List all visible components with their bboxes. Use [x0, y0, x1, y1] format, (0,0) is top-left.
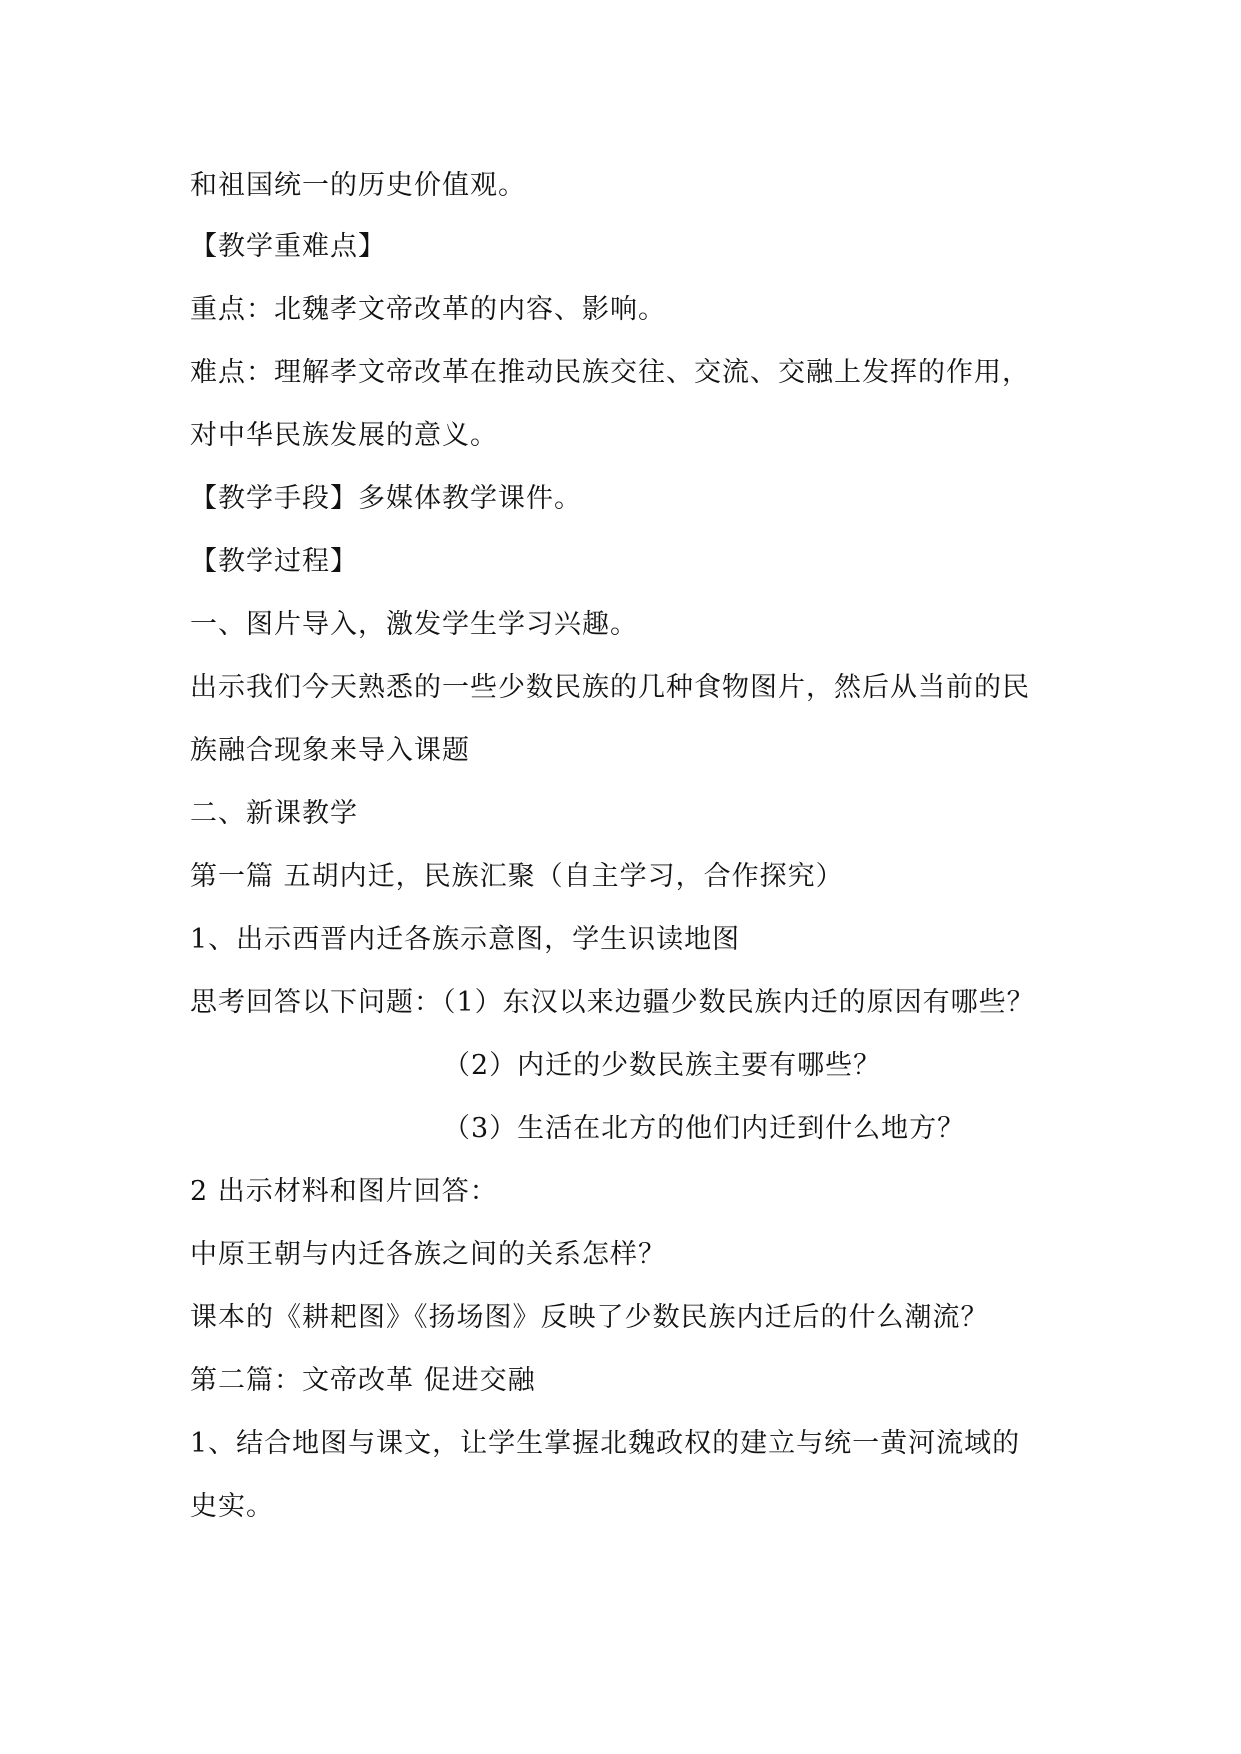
text-line-relations: 中原王朝与内迁各族之间的关系怎样？: [190, 1239, 666, 1270]
text-line-difficult-point-cont: 对中华民族发展的意义。: [190, 420, 498, 451]
text-line-northern-wei-cont: 史实。: [190, 1491, 274, 1522]
text-line-intro: 出示我们今天熟悉的一些少数民族的几种食物图片，然后从当前的民: [190, 672, 1030, 703]
text-line-values: 和祖国统一的历史价值观。: [190, 170, 526, 201]
heading-key-difficult-points: 【教学重难点】: [190, 231, 386, 262]
text-line-materials: 2 出示材料和图片回答：: [190, 1176, 498, 1207]
text-line-question-2: （2）内迁的少数民族主要有哪些？: [443, 1050, 882, 1081]
heading-teaching-means: 【教学手段】多媒体教学课件。: [190, 483, 582, 514]
text-line-question-1: 思考回答以下问题：（1）东汉以来边疆少数民族内迁的原因有哪些？: [190, 987, 1035, 1018]
text-line-difficult-point: 难点：理解孝文帝改革在推动民族交往、交流、交融上发挥的作用，: [190, 357, 1030, 388]
chapter-two-heading: 第二篇：文帝改革 促进交融: [190, 1365, 536, 1396]
chapter-one-heading: 第一篇 五胡内迁，民族汇聚（自主学习，合作探究）: [190, 861, 844, 892]
text-line-map-reading: 1、出示西晋内迁各族示意图，学生识读地图: [190, 924, 741, 955]
text-line-northern-wei: 1、结合地图与课文，让学生掌握北魏政权的建立与统一黄河流域的: [190, 1428, 1021, 1459]
text-line-intro-cont: 族融合现象来导入课题: [190, 735, 470, 766]
text-line-question-3: （3）生活在北方的他们内迁到什么地方？: [443, 1113, 966, 1144]
text-line-textbook-pictures: 课本的《耕耙图》《扬场图》反映了少数民族内迁后的什么潮流？: [190, 1302, 989, 1333]
text-line-key-point: 重点：北魏孝文帝改革的内容、影响。: [190, 294, 666, 325]
section-picture-intro: 一、图片导入，激发学生学习兴趣。: [190, 609, 638, 640]
heading-teaching-process: 【教学过程】: [190, 546, 358, 577]
section-new-lesson: 二、新课教学: [190, 798, 358, 829]
